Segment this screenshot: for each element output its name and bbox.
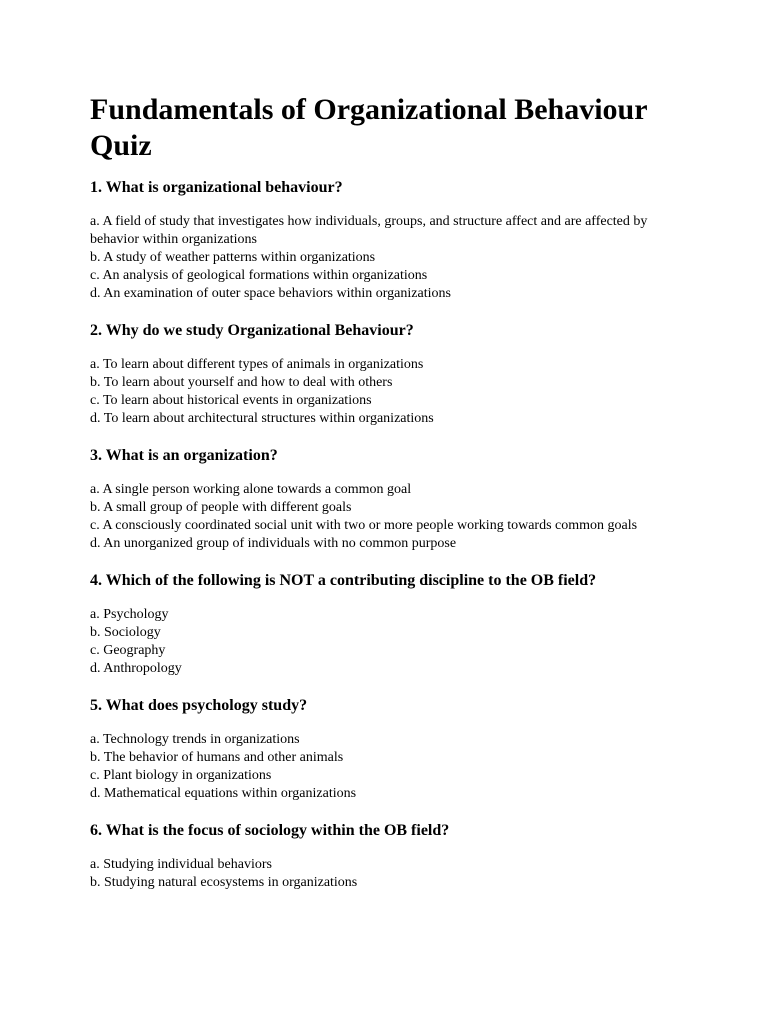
answer-option-c: c. An analysis of geological formations within organizations (90, 268, 428, 283)
answer-option-a: a. A single person working alone towards a common goal (90, 482, 412, 497)
document-page (90, 92, 690, 910)
answer-options (90, 356, 690, 428)
question-4 (90, 571, 690, 678)
question-heading: 2. Why do we study Organizational Behaviour? (90, 322, 414, 339)
answer-options (90, 213, 690, 303)
question-3 (90, 446, 690, 553)
answer-option-c: c. Plant biology in organizations (90, 768, 272, 783)
answer-option-c: c. Geography (90, 643, 166, 658)
answer-option-a: a. Psychology (90, 607, 169, 622)
question-6 (90, 821, 690, 892)
answer-options (90, 606, 690, 678)
answer-option-b: b. The behavior of humans and other animals (90, 750, 344, 765)
answer-options (90, 481, 690, 553)
question-heading: 3. What is an organization? (90, 447, 278, 464)
answer-option-a: a. Technology trends in organizations (90, 732, 300, 747)
question-5 (90, 696, 690, 803)
question-1 (90, 178, 690, 303)
answer-option-d: d. An examination of outer space behaviors within organizations (90, 286, 451, 301)
answer-option-a: a. Studying individual behaviors (90, 857, 272, 872)
answer-option-a: a. To learn about different types of animals in organizations (90, 357, 424, 372)
answer-option-b: b. To learn about yourself and how to deal with others (90, 375, 393, 390)
answer-option-d: d. Mathematical equations within organizations (90, 786, 357, 801)
answer-option-d: d. To learn about architectural structures within organizations (90, 411, 434, 426)
answer-option-c: c. A consciously coordinated social unit with two or more people working towards common goals (90, 518, 638, 533)
answer-options (90, 731, 690, 803)
answer-option-c: c. To learn about historical events in organizations (90, 393, 372, 408)
answer-option-d: d. An unorganized group of individuals with no common purpose (90, 536, 457, 551)
answer-option-b: b. Studying natural ecosystems in organizations (90, 875, 358, 890)
question-heading: 6. What is the focus of sociology within the OB field? (90, 822, 450, 839)
answer-option-b: b. A study of weather patterns within organizations (90, 250, 376, 265)
answer-option-b: b. Sociology (90, 625, 161, 640)
question-heading: 4. Which of the following is NOT a contributing discipline to the OB field? (90, 572, 597, 589)
answer-option-d: d. Anthropology (90, 661, 182, 676)
question-2 (90, 321, 690, 428)
answer-options (90, 856, 690, 892)
question-heading: 5. What does psychology study? (90, 697, 308, 714)
question-heading: 1. What is organizational behaviour? (90, 179, 343, 196)
answer-option-a: a. A field of study that investigates how individuals, groups, and structure affect and are affected by behavior within organizations (90, 214, 648, 247)
document-title: Fundamentals of Organizational Behaviour Quiz (90, 93, 647, 162)
answer-option-b: b. A small group of people with different goals (90, 500, 352, 515)
